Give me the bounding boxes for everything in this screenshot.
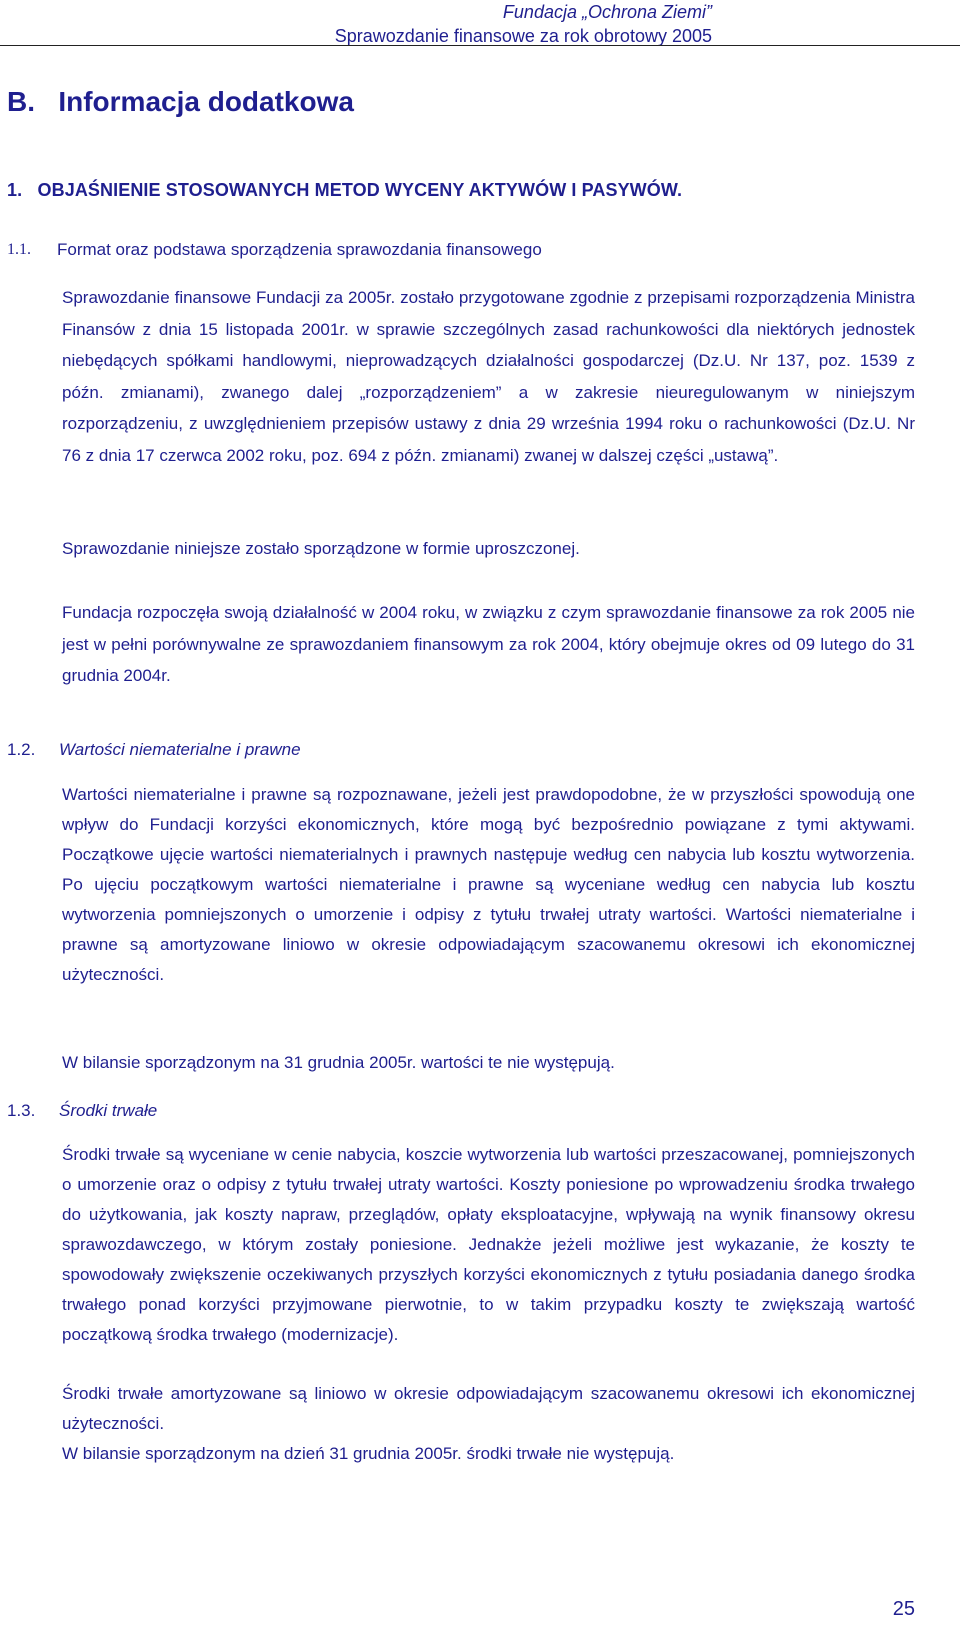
paragraph-1-2-balance: W bilansie sporządzonym na 31 grudnia 2005r. wartości te nie występują.: [62, 1053, 615, 1072]
page-title: B. Informacja dodatkowa: [7, 86, 354, 117]
paragraph-1-1-simplified: Sprawozdanie niniejsze zostało sporządzone w formie uproszczonej.: [62, 539, 580, 558]
paragraph-1-1-comparability: Fundacja rozpoczęła swoją działalność w 2004 roku, w związku z czym sprawozdanie finansowe za rok 2005 nie jest w pełni porównywalne ze sprawozdaniem finansowym za rok 2004, który obejmuje okres od 09 lutego do 31 grudnia 2004r.: [62, 603, 915, 685]
section-number-1-2: 1.2.: [7, 740, 36, 759]
header-divider: [0, 45, 960, 46]
paragraph-1-3-depreciation: Środki trwałe amortyzowane są liniowo w okresie odpowiadającym szacowanemu okresowi ich ekonomicznej użyteczności.: [62, 1384, 915, 1433]
header-organization: Fundacja „Ochrona Ziemi”: [502, 2, 712, 22]
section-heading-1: 1. OBJAŚNIENIE STOSOWANYCH METOD WYCENY AKTYWÓW I PASYWÓW.: [7, 180, 683, 200]
paragraph-1-2-intangibles: Wartości niematerialne i prawne są rozpoznawane, jeżeli jest prawdopodobne, że w przyszłości spowodują one wpływ do Fundacji korzyści ekonomicznych, które mogą być bezpośrednio powiązane z tymi aktywami. Początkowe ujęcie wartości niematerialnych i prawnych następuje według cen nabycia lub kosztu wytworzenia. Po ujęciu początkowym wartości niematerialne i prawne są wyceniane według cen nabycia lub kosztu wytworzenia pomniejszonych o umorzenie i odpisy z tytułu trwałej utraty wartości. Wartości niematerialne i prawne są amortyzowane liniowo w okresie odpowiadającym szacowanemu okresowi ich ekonomicznej użyteczności.: [62, 785, 915, 984]
section-title-1-1: Format oraz podstawa sporządzenia sprawozdania finansowego: [57, 240, 542, 259]
page-number: 25: [892, 1598, 915, 1620]
paragraph-1-1-basis: Sprawozdanie finansowe Fundacji za 2005r. zostało przygotowane zgodnie z przepisami rozporządzenia Ministra Finansów z dnia 15 listopada 2001r. w sprawie szczególnych zasad rachunkowości dla niektórych jednostek niebędących spółkami handlowymi, nieprowadzących działalności gospodarczej (Dz.U. Nr 137, poz. 1539 z późn. zmianami), zwanego dalej „rozporządzeniem” a w zakresie nieuregulowanym w niniejszym rozporządzeniu, z uwzględnieniem przepisów ustawy z dnia 29 września 1994 roku o rachunkowości (Dz.U. Nr 76 z dnia 17 czerwca 2002 roku, poz. 694 z późn. zmianami) zwanej w dalszej części „ustawą”.: [62, 288, 915, 465]
section-number-1-3: 1.3.: [7, 1101, 36, 1120]
section-title-1-2: Wartości niematerialne i prawne: [59, 740, 301, 759]
section-number-1-1: 1.1.: [7, 241, 31, 258]
page-header: [335, 0, 712, 48]
paragraph-1-3-fixed-assets: Środki trwałe są wyceniane w cenie nabycia, koszcie wytworzenia lub wartości przeszacowanej, pomniejszonych o umorzenie oraz o odpisy z tytułu trwałej utraty wartości. Koszty poniesione po wprowadzeniu środka trwałego do użytkowania, jak koszty napraw, przeglądów, opłaty eksploatacyjne, wpływają na wynik finansowy okresu sprawozdawczego, w którym zostały poniesione. Jednakże jeżeli możliwe jest wykazanie, że koszty te spowodowały zwiększenie oczekiwanych przyszłych korzyści ekonomicznych z tytułu posiadania danego środka trwałego ponad korzyści przyjmowane pierwotnie, to w takim przypadku koszty te zwiększają wartość początkową środka trwałego (modernizacje).: [62, 1145, 915, 1344]
paragraph-1-3-balance: W bilansie sporządzonym na dzień 31 grudnia 2005r. środki trwałe nie występują.: [62, 1444, 675, 1463]
header-report-title: Sprawozdanie finansowe za rok obrotowy 2005: [334, 26, 712, 46]
section-title-1-3: Środki trwałe: [59, 1101, 158, 1120]
